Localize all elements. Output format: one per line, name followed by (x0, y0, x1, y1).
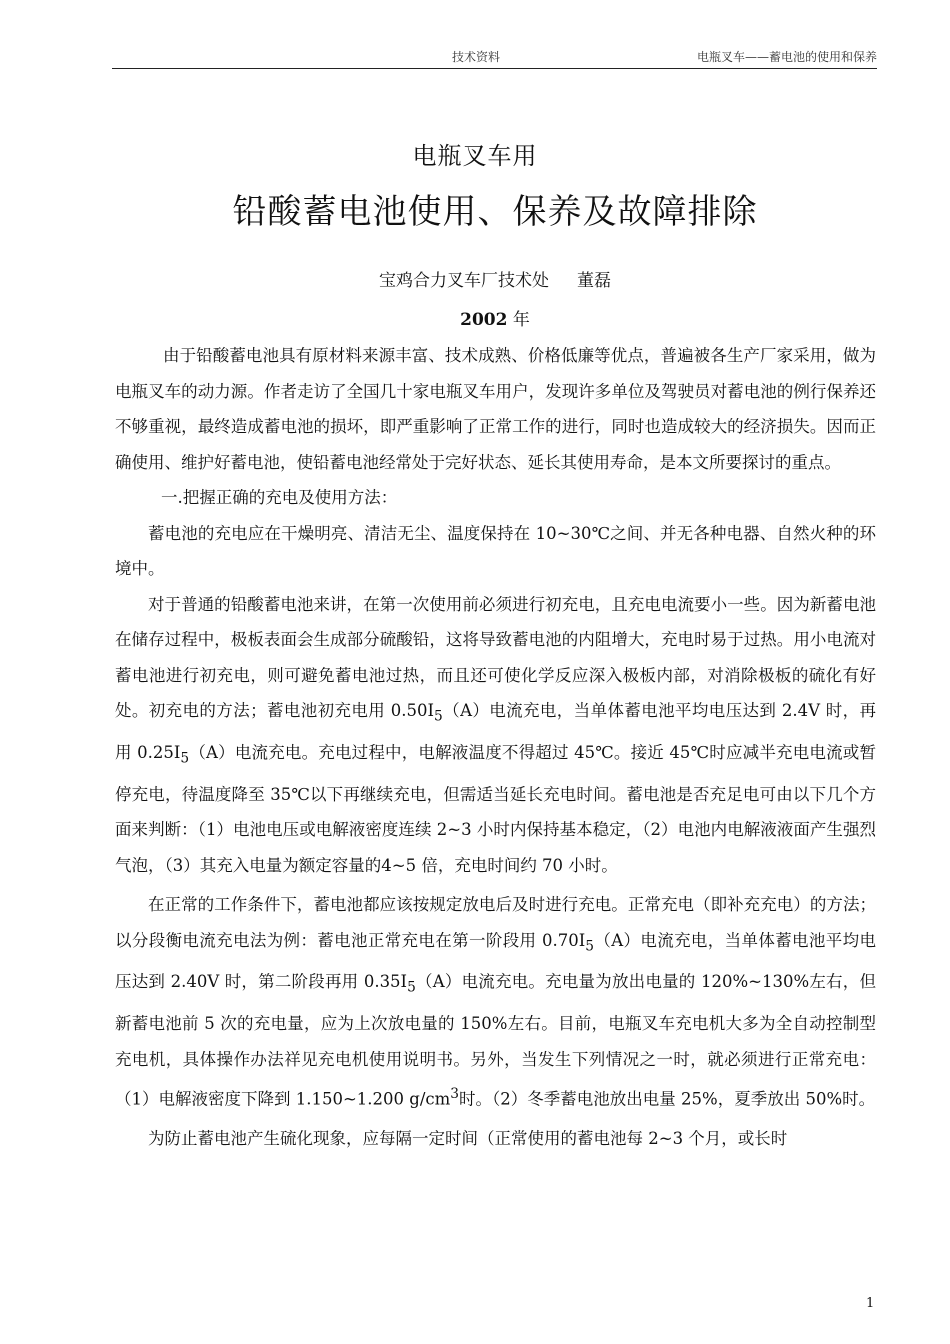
document-title: 铅酸蓄电池使用、保养及故障排除 (232, 192, 758, 232)
section-heading-1: 一.把握正确的充电及使用方法： (161, 488, 398, 507)
page-header (112, 48, 877, 69)
document-body (115, 338, 876, 1157)
text-run: 对于普通的铅酸蓄电池来讲，在第一次使用前必须进行初充电，且充电电流要小一些。因为新蓄电池在储存过程中，极板表面会生成部分硫酸铅，这将导致蓄电池的内阻增大，充电时易于过热。用小电流对蓄电池进行初充电，则可避免蓄电池过热，而且还可使化学反应深入极板内部，对消除极板的硫化有好处。初充电的方法；蓄电池初充电用 0.50I (115, 594, 876, 720)
author-organization: 宝鸡合力叉车厂技术处 (379, 271, 549, 291)
initial-charge-paragraph (115, 587, 876, 884)
header-right-title: 电瓶叉车——蓄电池的使用和保养 (696, 50, 877, 64)
header-left-label: 技术资料 (452, 50, 501, 64)
author-name: 董磊 (577, 271, 611, 291)
text-run: （A）电流充电。充电量为放出电量的 120%~130%左右，但新蓄电池前 5 次的充电量，应为上次放电量的 150%左右。目前，电瓶叉车充电机大多为全自动控制型充电机，具体操作办法祥见充电机使用说明书。另外，当发生下列情况之一时，就必须进行正常充电：（1）电解液密度下降到 1.150~1.200 g/cm (115, 972, 876, 1109)
text-run: （A）电流充电，当单体蓄电池平均电压达到 2.4V 时，再用 0.25I (115, 701, 876, 762)
text-run: （A）电流充电，当单体蓄电池平均电压达到 2.40V 时，第二阶段再用 0.35I (115, 930, 876, 992)
year-number: 2002 (460, 310, 508, 330)
subscript: 5 (407, 979, 416, 996)
superscript: 3 (450, 1086, 460, 1103)
document-subtitle: 电瓶叉车用 (412, 142, 538, 170)
text-run: （A）电流充电。充电过程中，电解液温度不得超过 45℃。接近 45℃时应减半充电电流或暂停充电，待温度降至 35℃以下再继续充电，但需适当延长充电时间。蓄电池是否充足电可由以下几个方面来判断：（1）电池电压或电解液密度连续 2~3 小时内保持基本稳定，（2）电池内电解液液面产生强烈气泡，（3）其充入电量为额定容量的4~5 倍，充电时间约 70 小时。 (115, 742, 876, 875)
page-number: 1 (866, 1296, 875, 1311)
year-unit: 年 (512, 310, 530, 330)
charging-environment-paragraph: 蓄电池的充电应在干燥明亮、清洁无尘、温度保持在 10~30℃之间、并无各种电器、自然火种的环境中。 (115, 523, 876, 578)
subscript: 5 (434, 708, 443, 725)
normal-charge-paragraph (115, 887, 876, 1117)
sulfation-paragraph: 为防止蓄电池产生硫化现象，应每隔一定时间（正常使用的蓄电池每 2~3 个月，或长时 (148, 1129, 788, 1149)
subscript: 5 (180, 750, 190, 767)
author-line (0, 266, 950, 291)
publication-year (0, 305, 950, 330)
text-run: 在正常的工作条件下，蓄电池都应该按规定放电后及时进行充电。正常充电（即补充充电）的方法；以分段衡电流充电法为例：蓄电池正常充电在第一阶段用 0.70I (115, 895, 876, 950)
text-run: 时。（2）冬季蓄电池放出电量 25%，夏季放出 50%时。 (459, 1089, 876, 1109)
intro-paragraph: 由于铅酸蓄电池具有原材料来源丰富、技术成熟、价格低廉等优点，普遍被各生产厂家采用，做为电瓶叉车的动力源。作者走访了全国几十家电瓶叉车用户，发现许多单位及驾驶员对蓄电池的例行保养还不够重视，最终造成蓄电池的损坏，即严重影响了正常工作的进行，同时也造成较大的经济损失。因而正确使用、维护好蓄电池，使铅蓄电池经常处于完好状态、延长其使用寿命，是本文所要探讨的重点。 (115, 346, 876, 472)
subscript: 5 (585, 937, 595, 954)
